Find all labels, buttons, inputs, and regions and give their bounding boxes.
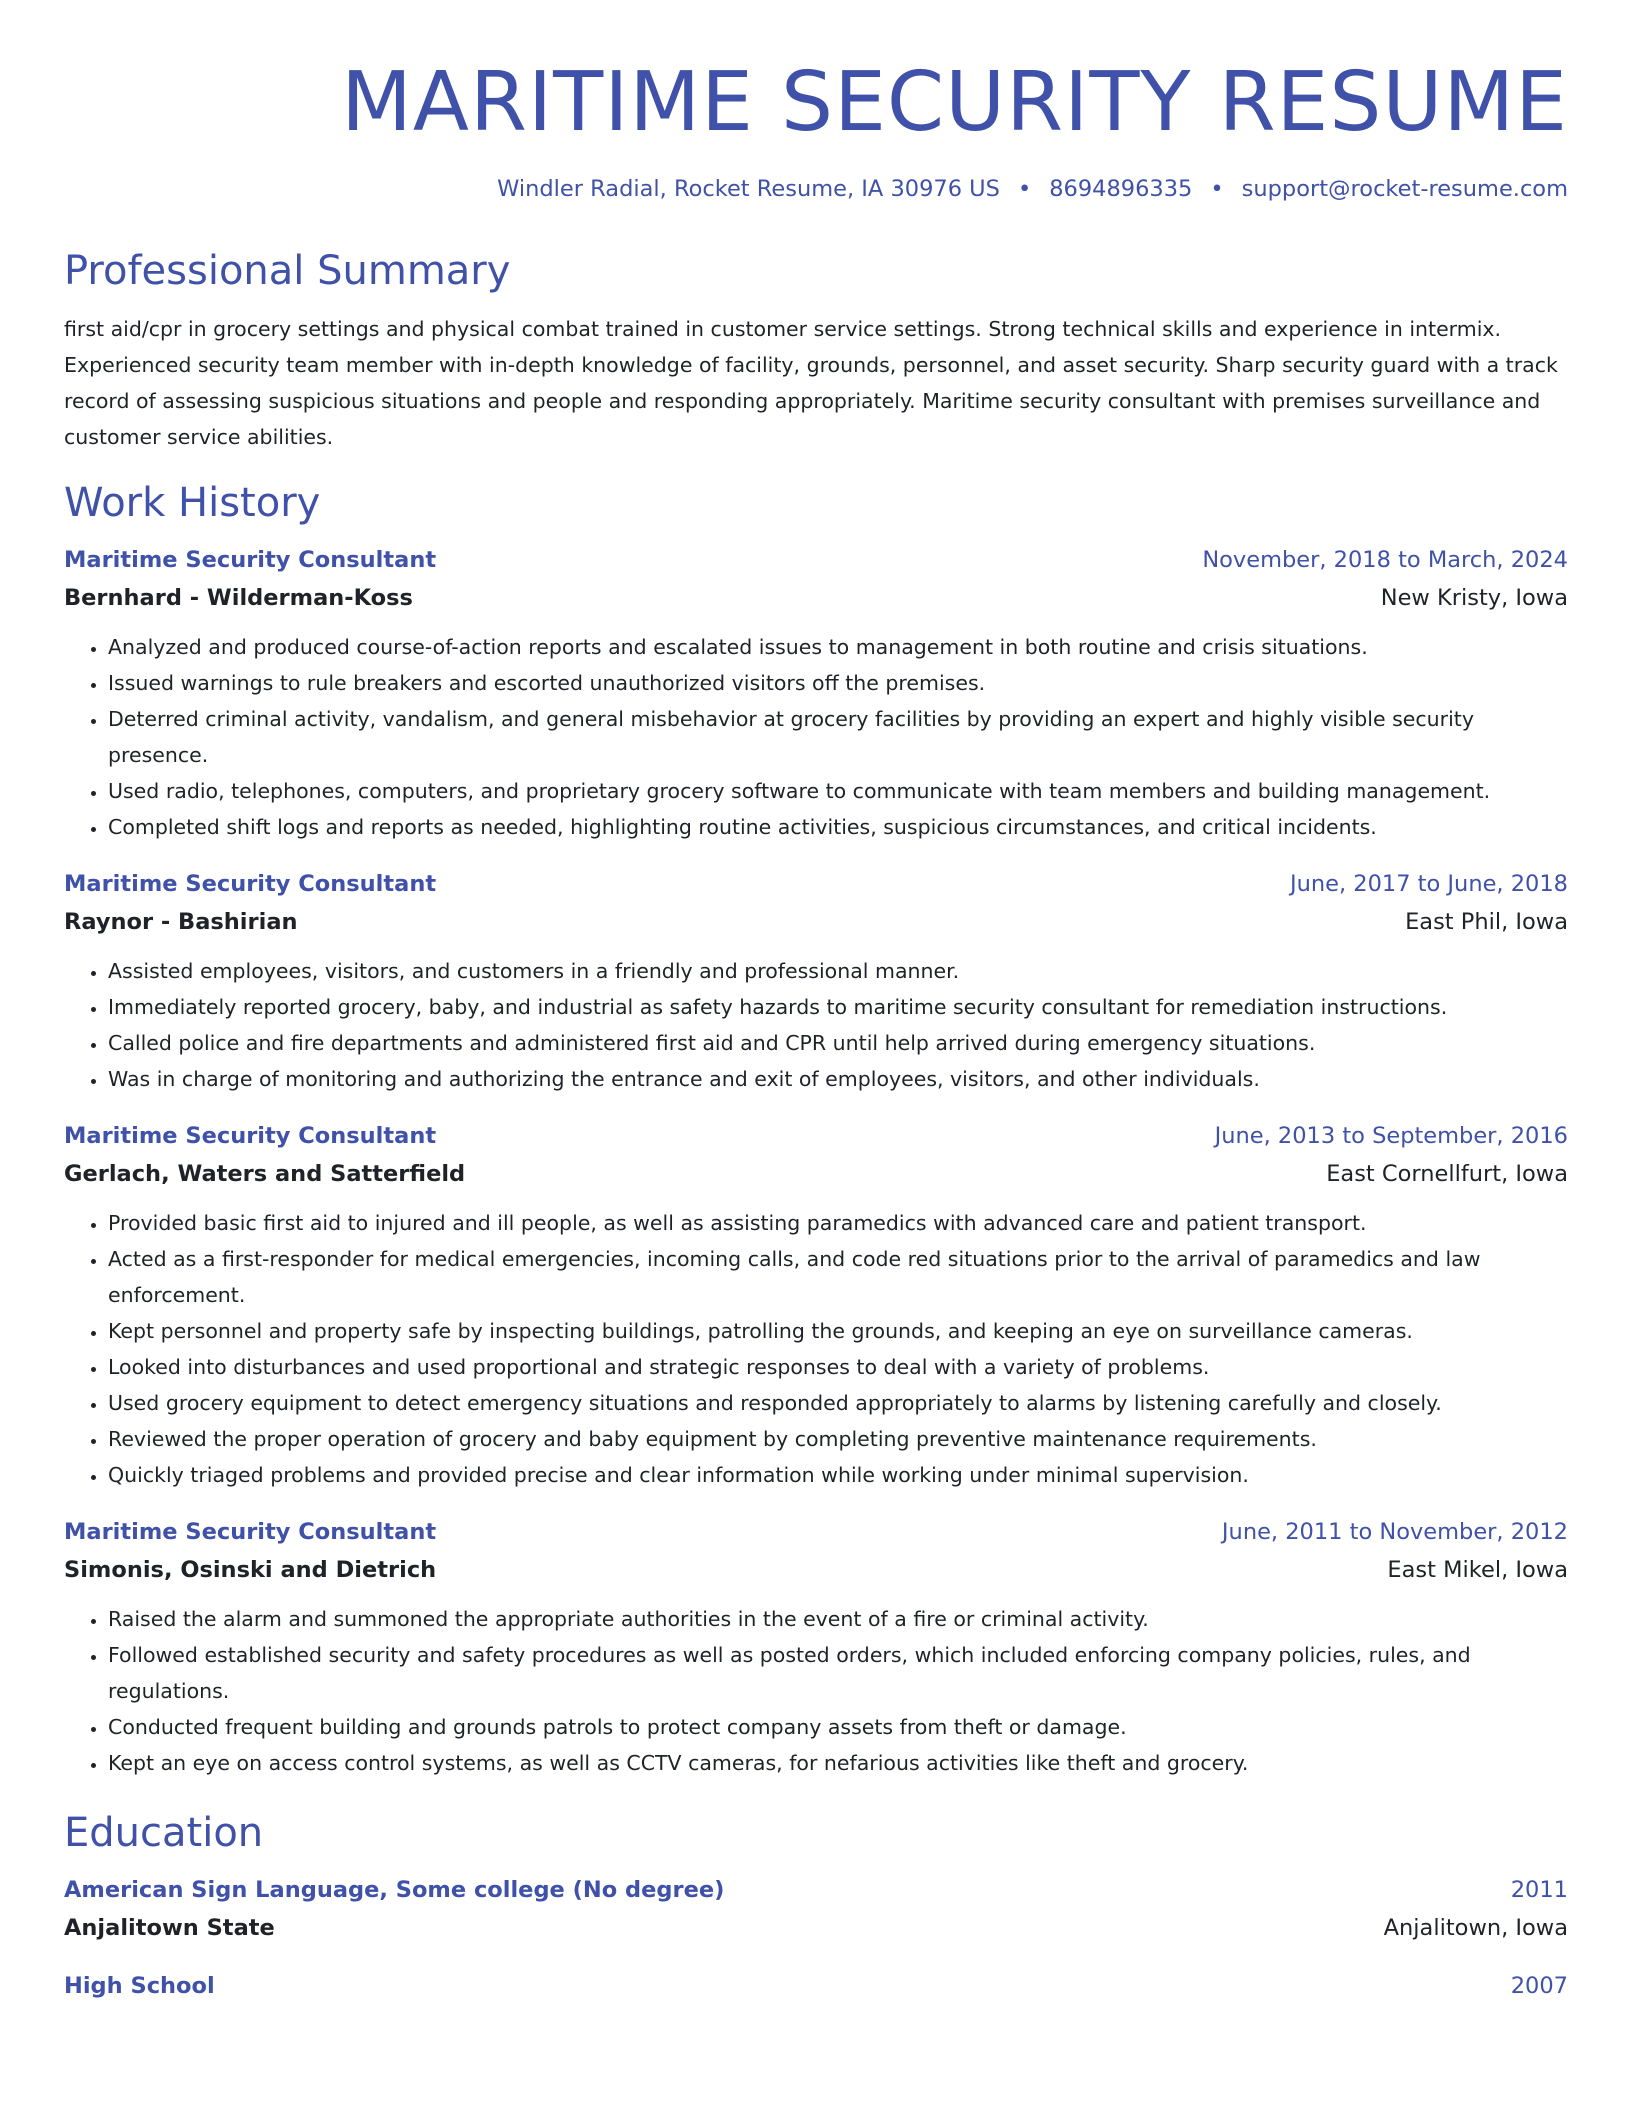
contact-phone: 8694896335 (1049, 176, 1193, 202)
job-dates: June, 2011 to November, 2012 (1221, 1519, 1568, 1545)
summary-section-title: Professional Summary (64, 248, 511, 294)
resume-title: MARITIME SECURITY RESUME (341, 55, 1568, 150)
resume-page (64, 0, 1568, 2005)
job-bullet: • Quickly triaged problems and provided precise and clear information while working under minimal supervision. (108, 1457, 1568, 1493)
job-dates: June, 2013 to September, 2016 (1214, 1123, 1568, 1149)
job-bullet: • Looked into disturbances and used proportional and strategic responses to deal with a variety of problems. (108, 1349, 1568, 1385)
job-bullet: • Deterred criminal activity, vandalism, and general misbehavior at grocery facilities by providing an expert and highly visible security presence. (108, 701, 1568, 773)
job-bullet: • Reviewed the proper operation of grocery and baby equipment by completing preventive maintenance requirements. (108, 1421, 1568, 1457)
education-degree: American Sign Language, Some college (No degree) (64, 1877, 725, 1903)
contact-address: Windler Radial, Rocket Resume, IA 30976 US (497, 176, 1000, 202)
education-entry (64, 1967, 1568, 2005)
education-section-title: Education (64, 1810, 264, 1856)
job-location: New Kristy, Iowa (1380, 585, 1568, 611)
job-company: Simonis, Osinski and Dietrich (64, 1557, 437, 1583)
contact-separator: • (1210, 176, 1224, 202)
contact-line (64, 173, 1568, 205)
contact-email[interactable]: support@rocket-resume.com (1241, 176, 1568, 202)
job-bullet: • Completed shift logs and reports as needed, highlighting routine activities, suspicious circumstances, and critical incidents. (108, 809, 1568, 845)
job-bullet: • Raised the alarm and summoned the appropriate authorities in the event of a fire or criminal activity. (108, 1601, 1568, 1637)
job-title: Maritime Security Consultant (64, 547, 437, 573)
job-bullet: • Acted as a first-responder for medical emergencies, incoming calls, and code red situations prior to the arrival of paramedics and law enforcement. (108, 1241, 1568, 1313)
job-entry (64, 1117, 1568, 1493)
job-bullet: • Provided basic first aid to injured and ill people, as well as assisting paramedics with advanced care and patient transport. (108, 1205, 1568, 1241)
job-bullet: • Was in charge of monitoring and authorizing the entrance and exit of employees, visitors, and other individuals. (108, 1061, 1568, 1097)
job-title: Maritime Security Consultant (64, 871, 437, 897)
education-degree: High School (64, 1973, 215, 1999)
summary-text: first aid/cpr in grocery settings and physical combat trained in customer service settings. Strong technical skills and experience in intermix. Experienced security team member with in-depth knowledge of facility, grounds, personnel, and asset security. Sharp security guard with a track record of assessing suspicious situations and people and responding appropriately. Maritime security consultant with premises surveillance and customer service abilities. (64, 317, 1558, 449)
job-bullet: • Used radio, telephones, computers, and proprietary grocery software to communicate with team members and building management. (108, 773, 1568, 809)
job-bullet: • Kept an eye on access control systems, as well as CCTV cameras, for nefarious activities like theft and grocery. (108, 1745, 1568, 1781)
job-location: East Phil, Iowa (1405, 909, 1568, 935)
job-location: East Mikel, Iowa (1387, 1557, 1568, 1583)
job-title: Maritime Security Consultant (64, 1123, 437, 1149)
job-company: Gerlach, Waters and Satterfield (64, 1161, 466, 1187)
education-school: Anjalitown State (64, 1915, 275, 1941)
job-bullet-list (64, 953, 1568, 1097)
job-bullet: • Issued warnings to rule breakers and escorted unauthorized visitors off the premises. (108, 665, 1568, 701)
job-bullet: • Conducted frequent building and grounds patrols to protect company assets from theft or damage. (108, 1709, 1568, 1745)
job-entry (64, 865, 1568, 1097)
education-year: 2011 (1510, 1877, 1568, 1903)
job-company: Raynor - Bashirian (64, 909, 298, 935)
job-bullet-list (64, 629, 1568, 845)
job-bullet: • Called police and fire departments and administered first aid and CPR until help arrived during emergency situations. (108, 1025, 1568, 1061)
education-year: 2007 (1510, 1973, 1568, 1999)
job-bullet: • Kept personnel and property safe by inspecting buildings, patrolling the grounds, and keeping an eye on surveillance cameras. (108, 1313, 1568, 1349)
job-entry (64, 1513, 1568, 1781)
job-bullet: • Used grocery equipment to detect emergency situations and responded appropriately to alarms by listening carefully and closely. (108, 1385, 1568, 1421)
job-dates: November, 2018 to March, 2024 (1202, 547, 1568, 573)
work-history-section-title: Work History (64, 480, 321, 526)
job-title: Maritime Security Consultant (64, 1519, 437, 1545)
job-bullet: • Immediately reported grocery, baby, and industrial as safety hazards to maritime security consultant for remediation instructions. (108, 989, 1568, 1025)
job-bullet-list (64, 1601, 1568, 1781)
education-entry (64, 1871, 1568, 1947)
job-bullet: • Analyzed and produced course-of-action reports and escalated issues to management in both routine and crisis situations. (108, 629, 1568, 665)
job-bullet: • Assisted employees, visitors, and customers in a friendly and professional manner. (108, 953, 1568, 989)
job-bullet-list (64, 1205, 1568, 1493)
education-location: Anjalitown, Iowa (1383, 1915, 1568, 1941)
contact-separator: • (1017, 176, 1032, 202)
job-location: East Cornellfurt, Iowa (1326, 1161, 1568, 1187)
job-entry (64, 541, 1568, 845)
job-company: Bernhard - Wilderman-Koss (64, 585, 413, 611)
job-bullet: • Followed established security and safety procedures as well as posted orders, which included enforcing company policies, rules, and regulations. (108, 1637, 1568, 1709)
job-dates: June, 2017 to June, 2018 (1289, 871, 1568, 897)
